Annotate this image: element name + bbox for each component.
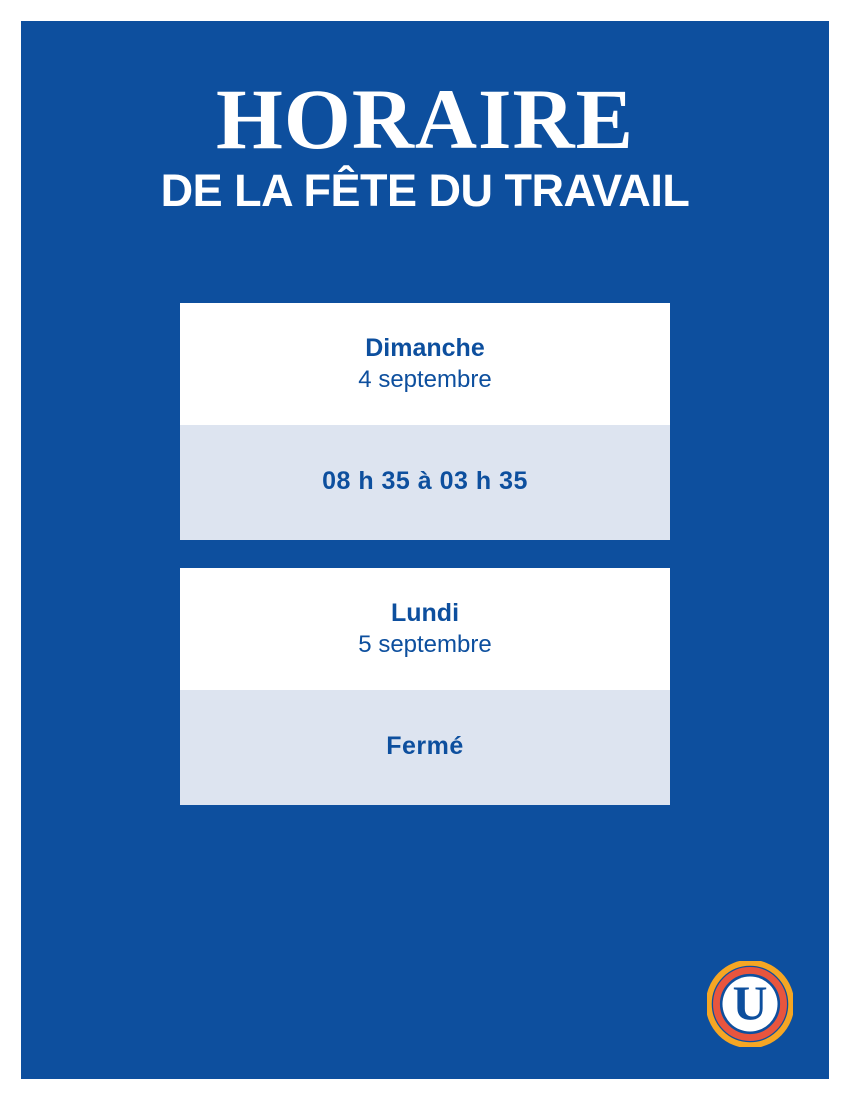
schedule-day: Lundi <box>390 598 460 627</box>
schedule-card-body <box>180 425 670 540</box>
page-title: HORAIRE <box>216 71 634 167</box>
poster <box>21 21 829 1079</box>
schedule-card <box>180 303 670 540</box>
schedule-card-header <box>180 568 670 690</box>
svg-text:U: U <box>732 977 768 1031</box>
schedule-date: 4 septembre <box>358 365 492 393</box>
schedule-card-body <box>180 690 670 805</box>
schedule-card-header <box>180 303 670 425</box>
schedule-list <box>21 303 829 806</box>
schedule-date: 5 septembre <box>358 631 492 659</box>
title-block <box>21 71 829 217</box>
schedule-card <box>180 568 670 805</box>
u-logo <box>707 961 793 1047</box>
schedule-day: Dimanche <box>365 333 485 362</box>
schedule-hours: Fermé <box>386 732 464 761</box>
schedule-hours: 08 h 35 à 03 h 35 <box>322 466 528 495</box>
page-subtitle: DE LA FÊTE DU TRAVAIL <box>160 165 690 217</box>
